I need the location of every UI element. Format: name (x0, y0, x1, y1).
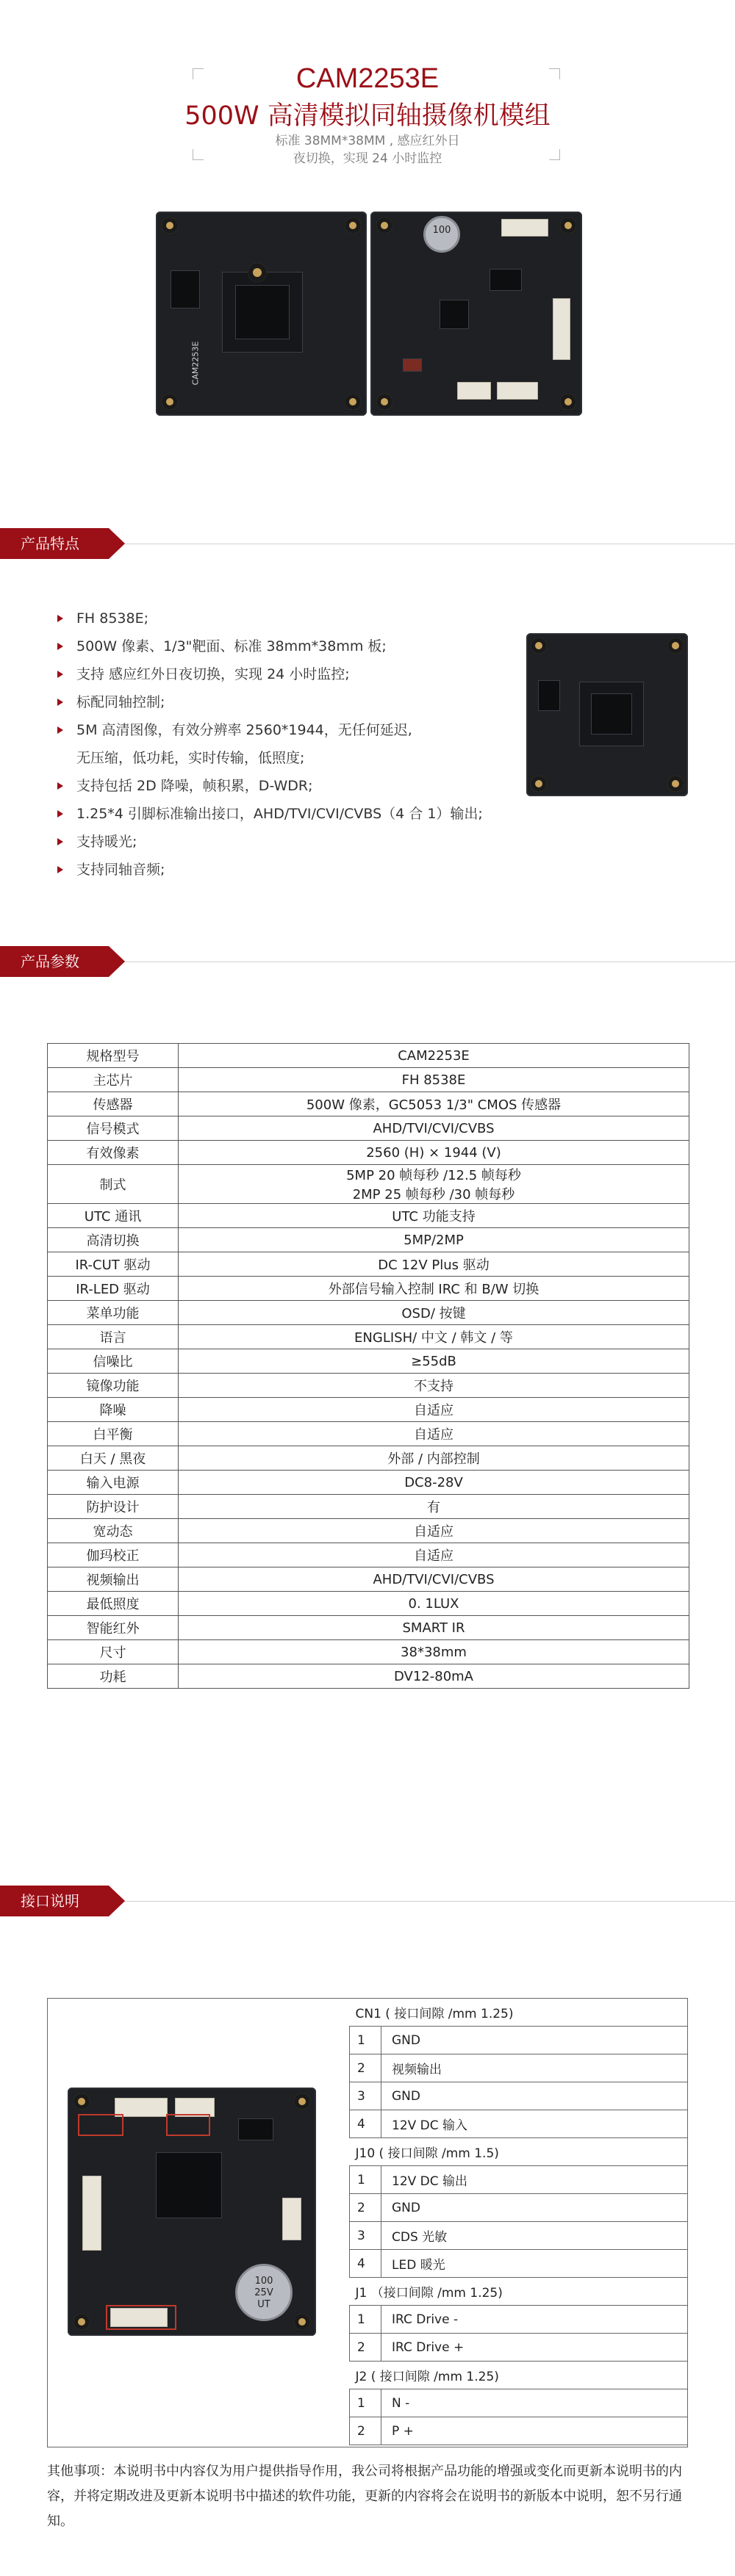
spec-row (48, 1543, 689, 1567)
spec-value-line: 自适应 (414, 1524, 453, 1540)
spec-value-line: 不支持 (414, 1379, 453, 1394)
spec-value-line: 5MP/2MP (404, 1232, 464, 1248)
spec-row (48, 1567, 689, 1592)
cap-label-mid: 25V (254, 2287, 273, 2298)
spec-value-line: 自适应 (414, 1427, 453, 1443)
pin-description: 视频输出 (381, 2054, 688, 2082)
spec-value-line: AHD/TVI/CVI/CVBS (373, 1571, 495, 1587)
spec-row (48, 1277, 689, 1301)
board-feature-image (526, 633, 688, 796)
spec-value (179, 1165, 689, 1204)
spec-value-line: CAM2253E (398, 1047, 470, 1064)
spec-row (48, 1165, 689, 1204)
spec-row (48, 1349, 689, 1374)
pin-description: 12V DC 输入 (381, 2110, 688, 2138)
spec-value (179, 1592, 689, 1616)
spec-value-line: 5MP 20 帧每秒 /12.5 帧每秒 (346, 1168, 521, 1183)
spec-value-line: DC 12V Plus 驱动 (378, 1258, 490, 1273)
interface-pin-table (349, 1998, 688, 2445)
section-header-interface: 接口说明 (0, 1886, 109, 1916)
notice-text: 其他事项：本说明书中内容仅为用户提供指导作用，我公司将根据产品功能的增强或变化而更新本说明书的内容，并将定期改进及更新本说明书中描述的软件功能，更新的内容将会在说明书的新版本中说明，恕不另行通知。 (47, 2464, 682, 2529)
pin-row (350, 2082, 688, 2110)
spec-value (179, 1616, 689, 1640)
spec-row (48, 1664, 689, 1689)
pin-description: N - (381, 2389, 688, 2417)
spec-value-line: ENGLISH/ 中文 / 韩文 / 等 (354, 1330, 513, 1346)
spec-key: IR-CUT 驱动 (48, 1252, 179, 1277)
pin-description: LED 暖光 (381, 2250, 688, 2278)
spec-value-line: AHD/TVI/CVI/CVBS (373, 1120, 495, 1136)
spec-key: 主芯片 (48, 1068, 179, 1092)
pin-description: IRC Drive - (381, 2306, 688, 2334)
section-header-features: 产品特点 (0, 528, 109, 559)
spec-row (48, 1325, 689, 1349)
pin-number: 2 (350, 2054, 381, 2082)
spec-row (48, 1495, 689, 1519)
board-back-image (370, 212, 582, 416)
cap-label-1: 100 (432, 225, 451, 236)
spec-row (48, 1116, 689, 1141)
spec-value (179, 1228, 689, 1252)
pin-description: IRC Drive + (381, 2334, 688, 2362)
pin-number: 2 (350, 2417, 381, 2445)
spec-value (179, 1092, 689, 1116)
pin-row (350, 2054, 688, 2082)
spec-key: 信号模式 (48, 1116, 179, 1141)
spec-value (179, 1204, 689, 1228)
spec-value (179, 1116, 689, 1141)
spec-value-line: 38*38mm (401, 1644, 467, 1660)
pin-group-header (350, 2278, 688, 2306)
pin-number: 1 (350, 2306, 381, 2334)
spec-row (48, 1204, 689, 1228)
spec-value (179, 1374, 689, 1398)
spec-value (179, 1349, 689, 1374)
spec-key: 规格型号 (48, 1044, 179, 1068)
cap-label-bot: UT (257, 2299, 270, 2310)
spec-key: 输入电源 (48, 1471, 179, 1495)
spec-value (179, 1252, 689, 1277)
pin-group-header (350, 2138, 688, 2166)
spec-value (179, 1640, 689, 1664)
spec-key: 智能红外 (48, 1616, 179, 1640)
spec-value-line: FH 8538E (401, 1072, 466, 1088)
spec-value (179, 1325, 689, 1349)
pin-group-title: J1 （接口间隙 /mm 1.25) (350, 2278, 688, 2306)
spec-row (48, 1141, 689, 1165)
section-header-specs: 产品参数 (0, 946, 109, 977)
spec-value-line: ≥55dB (411, 1353, 456, 1369)
pin-description: P + (381, 2417, 688, 2445)
spec-value (179, 1422, 689, 1446)
spec-value (179, 1567, 689, 1592)
spec-key: 伽玛校正 (48, 1543, 179, 1567)
pin-number: 2 (350, 2194, 381, 2222)
spec-value (179, 1664, 689, 1689)
spec-value-line: DC8-28V (404, 1474, 463, 1490)
spec-value (179, 1543, 689, 1567)
spec-value (179, 1471, 689, 1495)
pin-group-header (350, 2362, 688, 2389)
spec-key: 有效像素 (48, 1141, 179, 1165)
pin-number: 3 (350, 2222, 381, 2250)
pin-number: 3 (350, 2082, 381, 2110)
spec-key: 防护设计 (48, 1495, 179, 1519)
spec-row (48, 1228, 689, 1252)
spec-value-line: 0. 1LUX (408, 1595, 459, 1612)
spec-value-line: OSD/ 按键 (401, 1306, 466, 1321)
spec-key: 尺寸 (48, 1640, 179, 1664)
spec-value (179, 1495, 689, 1519)
spec-value-line: 2560 (H) × 1944 (V) (366, 1144, 501, 1161)
spec-row (48, 1398, 689, 1422)
spec-row (48, 1471, 689, 1495)
pin-description: 12V DC 输出 (381, 2166, 688, 2194)
spec-key: 最低照度 (48, 1592, 179, 1616)
spec-value (179, 1068, 689, 1092)
pin-row (350, 2417, 688, 2445)
pin-group-header (350, 1999, 688, 2027)
spec-key: 降噪 (48, 1398, 179, 1422)
spec-row (48, 1446, 689, 1471)
pin-row (350, 2306, 688, 2334)
spec-row (48, 1422, 689, 1446)
pin-row (350, 2222, 688, 2250)
spec-value (179, 1398, 689, 1422)
pin-number: 1 (350, 2166, 381, 2194)
pin-description: CDS 光敏 (381, 2222, 688, 2250)
pin-group-title: J10 ( 接口间隙 /mm 1.5) (350, 2138, 688, 2166)
spec-key: UTC 通讯 (48, 1204, 179, 1228)
pin-row (350, 2166, 688, 2194)
spec-row (48, 1301, 689, 1325)
pin-row (350, 2110, 688, 2138)
product-subtitle: 500W 高清模拟同轴摄像机模组 (184, 101, 551, 131)
spec-value-line: UTC 功能支持 (392, 1209, 476, 1224)
spec-key: 传感器 (48, 1092, 179, 1116)
pin-row (350, 2250, 688, 2278)
spec-key: IR-LED 驱动 (48, 1277, 179, 1301)
spec-value (179, 1141, 689, 1165)
board-front-image (156, 212, 367, 416)
spec-row (48, 1519, 689, 1543)
spec-value-line: 外部 / 内部控制 (387, 1451, 480, 1467)
capacitor (235, 2264, 293, 2321)
pin-number: 4 (350, 2250, 381, 2278)
capacitor (423, 216, 460, 253)
spec-key: 制式 (48, 1165, 179, 1204)
spec-table (47, 1043, 689, 1689)
product-model-title: CAM2253E (295, 63, 440, 94)
pin-group-title: CN1 ( 接口间隙 /mm 1.25) (350, 1999, 688, 2027)
spec-key: 语言 (48, 1325, 179, 1349)
spec-value-line: 有 (427, 1500, 440, 1515)
pin-row (350, 2027, 688, 2054)
spec-value-line: DV12-80mA (393, 1668, 473, 1684)
spec-value-line: 2MP 25 帧每秒 /30 帧每秒 (352, 1187, 515, 1202)
spec-value-line: 自适应 (414, 1403, 453, 1418)
spec-row (48, 1616, 689, 1640)
board-front-silk: CAM2253E (190, 341, 201, 386)
pin-number: 2 (350, 2334, 381, 2362)
pin-row (350, 2194, 688, 2222)
spec-row (48, 1252, 689, 1277)
spec-row (48, 1068, 689, 1092)
pin-number: 4 (350, 2110, 381, 2138)
spec-value (179, 1044, 689, 1068)
spec-key: 菜单功能 (48, 1301, 179, 1325)
pin-row (350, 2389, 688, 2417)
board-interface-image (68, 2088, 316, 2336)
spec-row (48, 1374, 689, 1398)
spec-row (48, 1640, 689, 1664)
pin-number: 1 (350, 2389, 381, 2417)
spec-value (179, 1301, 689, 1325)
spec-value-line: 500W 像素，GC5053 1/3" CMOS 传感器 (306, 1097, 562, 1113)
spec-key: 白平衡 (48, 1422, 179, 1446)
spec-key: 宽动态 (48, 1519, 179, 1543)
spec-row (48, 1092, 689, 1116)
spec-key: 视频输出 (48, 1567, 179, 1592)
spec-value (179, 1519, 689, 1543)
pin-description: GND (381, 2082, 688, 2110)
product-description (0, 132, 735, 167)
pin-row (350, 2334, 688, 2362)
description-line-2: 夜切换，实现 24 小时监控 (293, 151, 442, 166)
pin-group-title: J2 ( 接口间隙 /mm 1.25) (350, 2362, 688, 2389)
spec-value-line: 外部信号输入控制 IRC 和 B/W 切换 (328, 1282, 539, 1297)
spec-value (179, 1277, 689, 1301)
cap-label-top: 100 (254, 2276, 273, 2287)
spec-key: 镜像功能 (48, 1374, 179, 1398)
spec-key: 白天 / 黑夜 (48, 1446, 179, 1471)
spec-key: 功耗 (48, 1664, 179, 1689)
spec-row (48, 1592, 689, 1616)
spec-value (179, 1446, 689, 1471)
spec-key: 高清切换 (48, 1228, 179, 1252)
pin-description: GND (381, 2027, 688, 2054)
pin-number: 1 (350, 2027, 381, 2054)
spec-value-line: SMART IR (402, 1620, 465, 1636)
description-line-1: 标准 38MM*38MM , 感应红外日 (275, 134, 460, 148)
spec-row (48, 1044, 689, 1068)
pin-description: GND (381, 2194, 688, 2222)
spec-key: 信噪比 (48, 1349, 179, 1374)
spec-value-line: 自适应 (414, 1548, 453, 1564)
